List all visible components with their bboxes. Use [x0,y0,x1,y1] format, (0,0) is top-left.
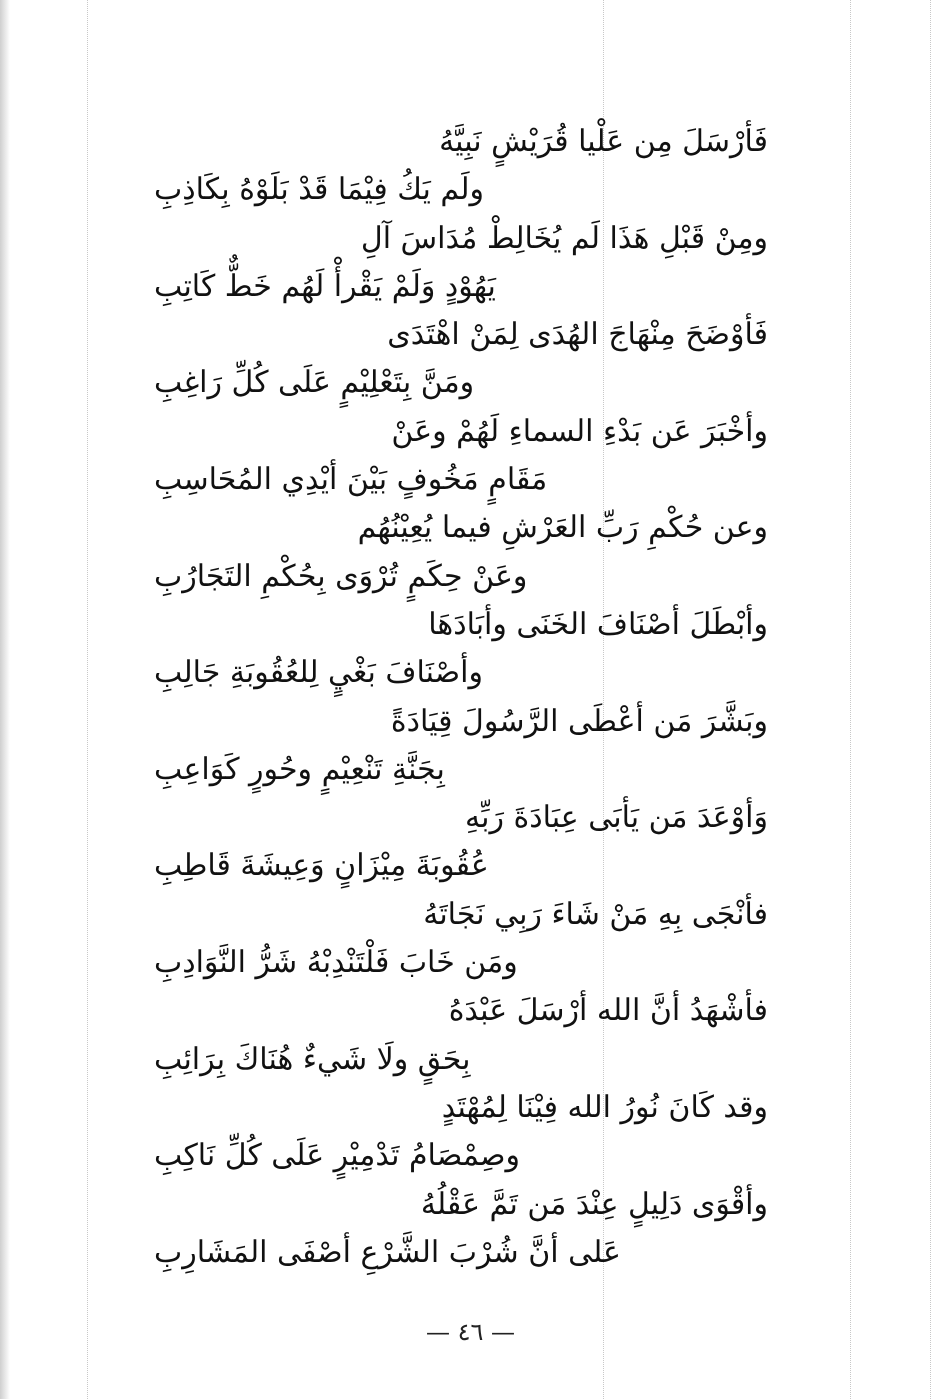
guide-line [87,0,88,1399]
verse-line: وعَنْ حِكَمٍ تُرْوَى بِحُكْمِ التَجَارُبِ [154,558,528,594]
verse-line: يَهُوْدٍ وَلَمْ يَقْرأْ لَهُم خَطٌّ كَاتِبِ [154,268,496,304]
verse-line: عَلى أنَّ شُرْبَ الشَّرْعِ أصْفَى المَشَارِبِ [154,1234,621,1270]
verse-line: ومَن خَابَ فَلْتَنْدِبْهُ شَرُّ النَّوَادِبِ [154,945,518,981]
verse-line: ولَم يَكُ فِيْمَا قَدْ بَلَوْهُ بِكَاذِبِ [154,172,485,208]
scan-shadow [0,0,10,1399]
verse-line: وصِمْصَامُ تَدْمِيْرٍ عَلَى كُلِّ نَاكِبِ [154,1138,521,1174]
verse-line: وَأوْعَدَ مَن يَأبَى عِبَادَةَ رَبِّهِ [465,800,768,836]
page-number: — ٤٦ — [425,1318,516,1346]
verse-line: مَقَامٍ مَخُوفٍ بَيْنَ أيْدِي المُحَاسِبِ [154,462,548,498]
verse-line: وعن حُكْمِ رَبِّ العَرْشِ فيما يُعِيْنُهُم [357,510,768,546]
verse-line: وأخْبَرَ عَن بَدْءِ السماءِ لَهُمْ وعَنْ [391,413,768,449]
poem-body [140,118,780,1277]
verse-line: وبَشَّرَ مَن أعْطَى الرَّسُولَ قِيَادَةً [390,703,768,739]
verse-line: فَأوْضَحَ مِنْهَاجَ الهُدَى لِمَنْ اهْتَدَى [387,317,768,353]
verse-line: وقد كَانَ نُورُ الله فِيْنَا لِمُهْتَدٍ [441,1089,768,1125]
verse-line: فأنْجَى بِهِ مَنْ شَاءَ رَبِي نَجَاتَهُ [423,896,768,932]
verse-line: بِجَنَّةِ تَنْعِيْمٍ وحُورٍ كَوَاعِبِ [154,751,445,787]
verse-line: وأبْطَلَ أصْنَافَ الخَنَى وأبَادَهَا [428,606,768,642]
verse-line: وأقْوَى دَلِيلٍ عِنْدَ مَن تَمَّ عَقْلُهُ [420,1186,768,1222]
verse-line: عُقُوبَةَ مِيْزَانٍ وَعِيشَةَ قَاطِبِ [154,848,489,884]
verse-line: بِحَقٍ ولَا شَيءٌ هُنَاكَ بِرَائِبِ [154,1041,471,1077]
guide-line [850,0,851,1399]
verse-line: ومِنْ قَبْلِ هَذَا لَم يُخَالِطْ مُدَاسَ آلِ [360,220,768,256]
verse-line: فأشْهَدُ أنَّ الله أرْسَلَ عَبْدَهُ [448,993,768,1029]
guide-line [930,0,931,1399]
verse-line: ومَنَّ بِتَعْلِيْمٍ عَلَى كُلِّ رَاغِبِ [154,365,475,401]
verse-line: فَأرْسَلَ مِن عَلْيا قُرَيْشٍ نَبِيَّهُ [439,124,768,159]
verse-line: وأصْنَافَ بَغْيٍ لِلعُقُوبَةِ جَالِبِ [154,655,483,691]
